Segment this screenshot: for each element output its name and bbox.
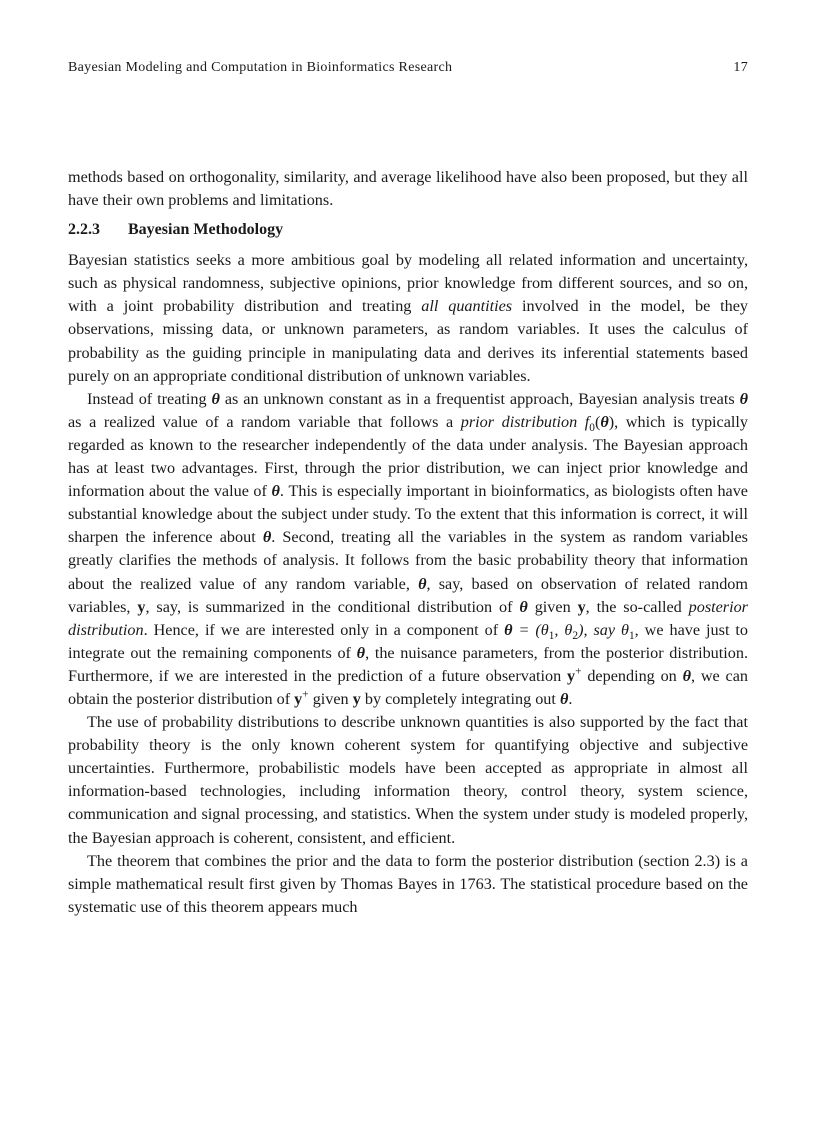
emphasis: prior distribution f: [460, 412, 590, 431]
y-symbol: y: [137, 597, 146, 616]
theta-symbol: θ: [600, 412, 609, 431]
text-run: . This is especially important in bioinformatics, as biologists often have substantial knowledge about the subject under study. To the extent that this information is correct, it will sharpen the inference about: [68, 482, 748, 547]
section-heading: [68, 218, 748, 241]
subscript: 2: [572, 629, 579, 642]
superscript: +: [302, 688, 309, 701]
emphasis: all quantities: [421, 297, 513, 316]
superscript: +: [575, 665, 582, 678]
emphasis: posterior distribution: [68, 597, 748, 639]
page-number: 17: [733, 60, 748, 75]
text-run: by completely integrating out: [360, 689, 560, 708]
text-run: (: [594, 412, 601, 431]
theta-symbol: θ: [519, 597, 528, 616]
y-symbol: y: [567, 666, 576, 685]
theta-symbol: θ: [211, 389, 220, 408]
text-run: , the so-called: [585, 597, 689, 616]
text-run: , we have just to integrate out the remaining components of: [68, 620, 749, 662]
theta-symbol: θ: [504, 620, 513, 639]
section-title: Bayesian Methodology: [128, 221, 284, 239]
paragraph-text: methods based on orthogonality, similarity, and average likelihood have also been proposed, but they all have their own problems and limitations.: [68, 168, 748, 210]
paragraph-bayes-theorem: [68, 850, 748, 919]
text-run: .: [568, 689, 573, 708]
text-run: Instead of treating: [87, 389, 212, 408]
paragraph-coherence: [68, 711, 748, 850]
theta-symbol: θ: [682, 666, 691, 685]
y-symbol: y: [577, 597, 586, 616]
y-symbol: y: [352, 689, 361, 708]
subscript: 0: [589, 422, 595, 435]
theta-symbol: θ: [271, 482, 280, 501]
section-number: 2.2.3: [68, 221, 100, 239]
subscript: 1: [628, 629, 635, 642]
paragraph-text: The theorem that combines the prior and the data to form the posterior distribution (section 2.3) is a simple mathematical result first given by Thomas Bayes in 1763. The statistical procedure based on the systematic use of this theorem appears much: [68, 851, 748, 916]
text-run: given: [308, 689, 353, 708]
text-run: , say, based on observation of related random variables,: [68, 574, 748, 616]
paragraph-text: The use of probability distributions to describe unknown quantities is also supported by the fact that probability theory is the only known coherent system for quantifying objective and subjective uncertainties. Furthermore, probabilistic models have been accepted as appropriate in almost all information-based technologies, including information theory, control theory, system science, communication and signal processing, and statistics. When the system under study is modeled properly, the Bayesian approach is coherent, consistent, and efficient.: [68, 713, 748, 847]
math-run: , θ: [554, 620, 573, 639]
paragraph-intro: [68, 249, 748, 388]
paragraph-advantages: [68, 388, 748, 711]
text-run: ): [608, 412, 615, 431]
math-run: = (θ: [512, 620, 549, 639]
theta-symbol: θ: [418, 574, 427, 593]
text-run: Bayesian statistics seeks a more ambitious goal by modeling all related information and uncertainty, such as physical randomness, subjective opinions, prior knowledge from different sources, and so on, with a joint probability distribution and treating: [68, 251, 748, 316]
text-run: , which is typically regarded as known to the researcher independently of the data under analysis. The Bayesian approach has at least two advantages. First, through the prior distribution, we can inject prior knowledge and information about the value of: [68, 412, 748, 501]
text-run: . Second, treating all the variables in the system as random variables greatly clarifies the methods of analysis. It follows from the basic probability theory that information about the realized value of any random variable,: [68, 528, 748, 593]
theta-symbol: θ: [262, 528, 272, 547]
text-run: involved in the model, be they observations, missing data, or unknown parameters, as random variables. It uses the calculus of probability as the guiding principle in manipulating data and derives its inferential statements based purely on an appropriate conditional distribution of unknown variables.: [68, 297, 748, 385]
text-run: , the nuisance parameters, from the posterior distribution. Furthermore, if we are interested in the prediction of a future observation: [68, 643, 748, 685]
text-run: . Hence, if we are interested only in a component of: [143, 620, 505, 639]
y-symbol: y: [294, 689, 303, 708]
math-run: ), say θ: [578, 620, 629, 639]
paragraph-continued: [68, 166, 748, 212]
theta-symbol: θ: [739, 389, 748, 408]
text-run: , say, is summarized in the conditional distribution of: [145, 597, 520, 616]
text-run: , we can obtain the posterior distribution of: [68, 666, 748, 708]
text-run: given: [527, 597, 578, 616]
text-run: as a realized value of a random variable that follows a: [68, 412, 461, 431]
subscript: 1: [548, 629, 555, 642]
body-text: [68, 166, 748, 919]
text-run: depending on: [581, 666, 683, 685]
text-run: as an unknown constant as in a frequentist approach, Bayesian analysis treats: [219, 389, 740, 408]
running-title: Bayesian Modeling and Computation in Bioinformatics Research: [68, 60, 453, 75]
theta-symbol: θ: [356, 643, 366, 662]
theta-symbol: θ: [559, 689, 569, 708]
